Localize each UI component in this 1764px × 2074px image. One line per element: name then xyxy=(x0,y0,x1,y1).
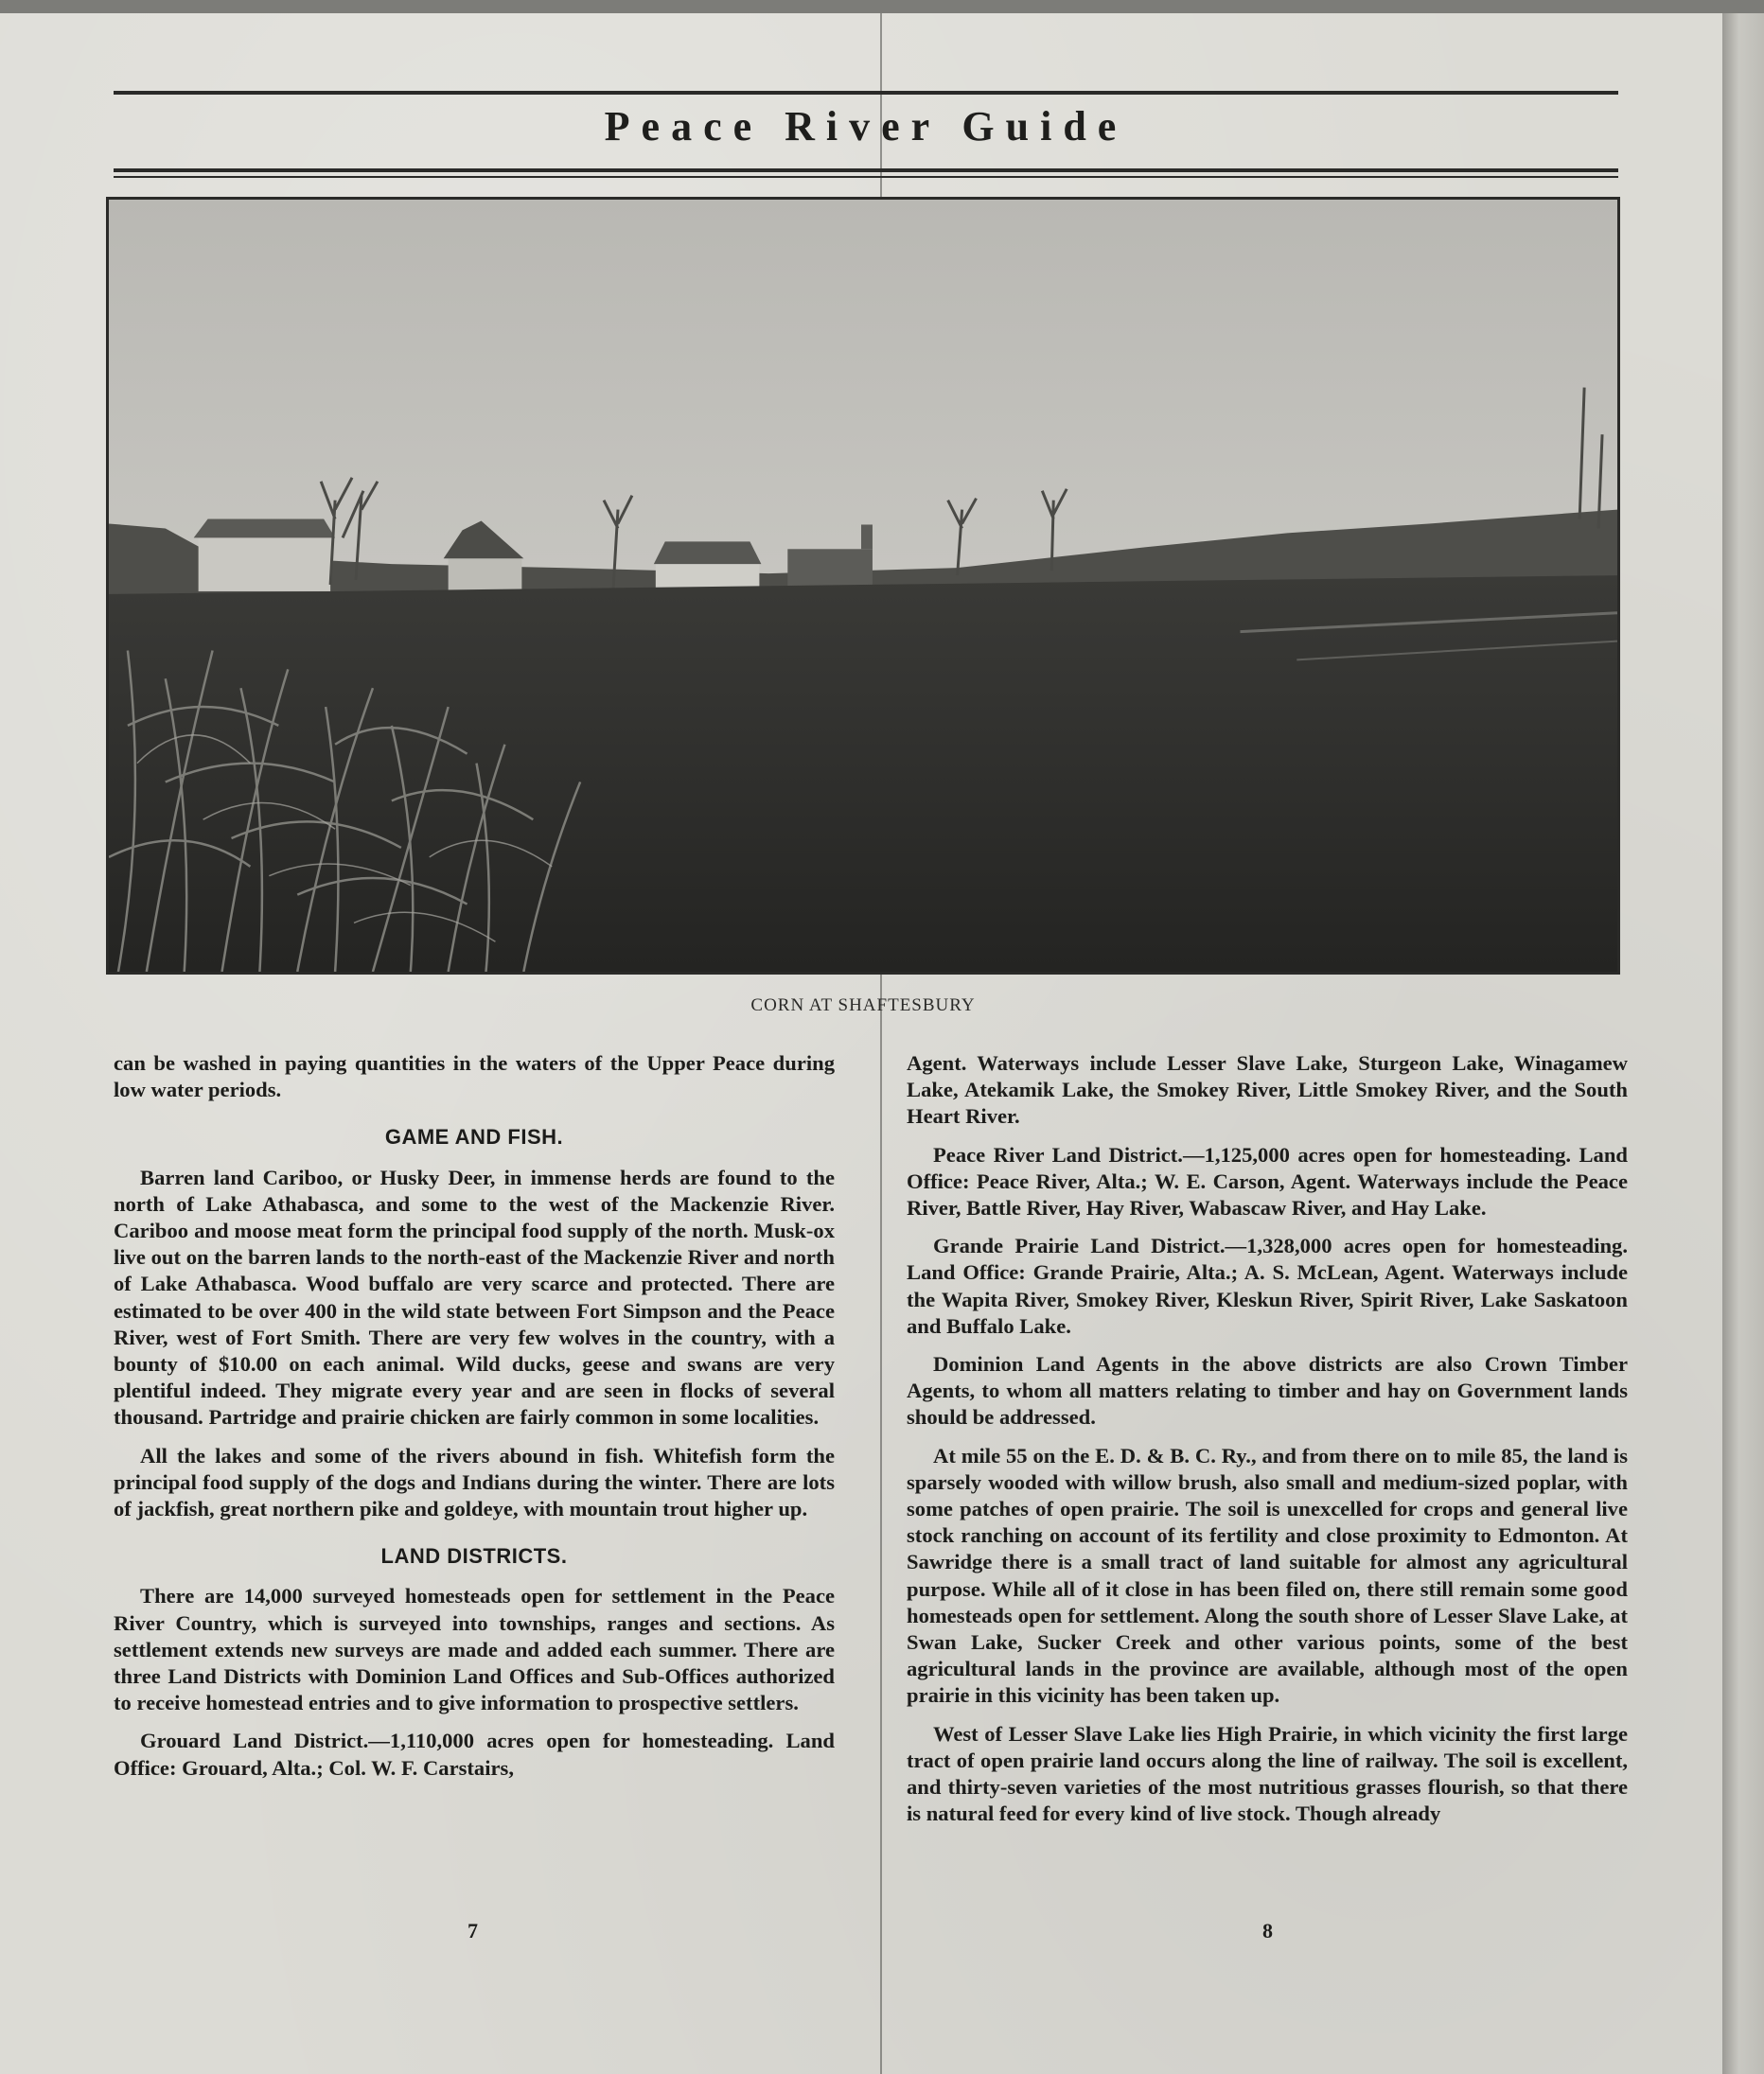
photo-caption: CORN AT SHAFTESBURY xyxy=(750,995,976,1015)
paragraph-grande-prairie-district: Grande Prairie Land District.—1,328,000 acres open for homesteading. Land Office: Grande Prairie, Alta.; A. S. McLean, Agent. Waterways include the Wapita River, Smokey River, Kleskun River, Spirit River, Lake Saskatoon and Buffalo Lake. xyxy=(907,1234,1628,1338)
right-column xyxy=(907,1050,1628,1838)
page-number-left: 7 xyxy=(467,1919,478,1942)
paragraph-cariboo: Barren land Cariboo, or Husky Deer, in immense herds are found to the north of Lake Athabasca, and some to the west of the Mackenzie River. Cariboo and moose meat form the principal food supply of the north. Musk-ox live out on the barren lands to the north-east of the Mackenzie River and north of Lake Athabasca. Wood buffalo are very scarce and protected. There are estimated to be over 400 in the wild state between Fort Simpson and the Peace River, west of Fort Smith. There are very few wolves in the country, with a bounty of $10.00 on each animal. Wild ducks, geese and swans are very plentiful indeed. They migrate every year and are seen in flocks of several thousand. Partridge and prairie chicken are fairly common in some localities. xyxy=(114,1165,835,1430)
paragraph-peace-river-district: Peace River Land District.—1,125,000 acres open for homesteading. Land Office: Peace River, Alta.; W. E. Carson, Agent. Waterways include the Peace River, Battle River, Hay River, Wabascaw River, and Hay Lake. xyxy=(907,1142,1628,1221)
page-title: Peace River Guide xyxy=(604,103,1128,149)
left-column xyxy=(114,1050,835,1793)
paragraph-timber-agents: Dominion Land Agents in the above districts are also Crown Timber Agents, to whom all matters relating to timber and hay on Government lands should be addressed. xyxy=(907,1352,1628,1430)
paragraph-homesteads: There are 14,000 surveyed homesteads open for settlement in the Peace River Country, which is surveyed into townships, ranges and sections. As settlement extends new surveys are made and added each summer. There are three Land Districts with Dominion Land Offices and Sub-Offices authorized to receive homestead entries and to give information to prospective settlers. xyxy=(114,1584,835,1715)
section-heading-game-and-fish: GAME AND FISH. xyxy=(384,1125,564,1150)
photo-illustration xyxy=(109,200,1617,972)
page-edge xyxy=(1722,13,1764,2074)
paragraph-high-prairie: West of Lesser Slave Lake lies High Prairie, in which vicinity the first large tract of open prairie land occurs along the line of railway. The soil is excellent, and thirty-seven varieties of the most nutritious grasses flourish, so that there is natural feed for every kind of live stock. Though already xyxy=(907,1721,1628,1826)
page-number-right: 8 xyxy=(1262,1919,1273,1942)
paragraph-grouard: Grouard Land District.—1,110,000 acres open for homesteading. Land Office: Grouard, Alta.; Col. W. F. Carstairs, xyxy=(114,1729,835,1780)
paragraph-mile-55: At mile 55 on the E. D. & B. C. Ry., and from there on to mile 85, the land is sparsely wooded with willow brush, also small and medium-sized poplar, with some patches of open prairie. The soil is unexcelled for crops and general live stock ranching on account of its fertility and close proximity to Edmonton. At Sawridge there is a small tract of land suitable for almost any agricultural purpose. While all of it close in has been filed on, there still remain some good homesteads open for settlement. Along the south shore of Lesser Slave Lake, at Swan Lake, Sucker Creek and other various points, some of the best agricultural lands in the province are available, although most of the open prairie in this vicinity has been taken up. xyxy=(907,1443,1628,1708)
paragraph-fish: All the lakes and some of the rivers abound in fish. Whitefish form the principal food supply of the dogs and Indians during the winter. There are lots of jackfish, great northern pike and goldeye, with mountain trout higher up. xyxy=(114,1443,835,1521)
header-rule-bottom xyxy=(114,168,1618,172)
header-rule-top xyxy=(114,91,1618,95)
section-heading-land-districts: LAND DISTRICTS. xyxy=(380,1544,568,1569)
header-rule-bottom-thin xyxy=(114,176,1618,178)
photograph-corn-field xyxy=(106,197,1620,975)
continued-paragraph: can be washed in paying quantities in the waters of the Upper Peace during low water periods. xyxy=(114,1051,835,1102)
continued-paragraph-right: Agent. Waterways include Lesser Slave Lake, Sturgeon Lake, Winagamew Lake, Atekamik Lake, the Smokey River, Little Smokey River, and the South Heart River. xyxy=(907,1051,1628,1129)
